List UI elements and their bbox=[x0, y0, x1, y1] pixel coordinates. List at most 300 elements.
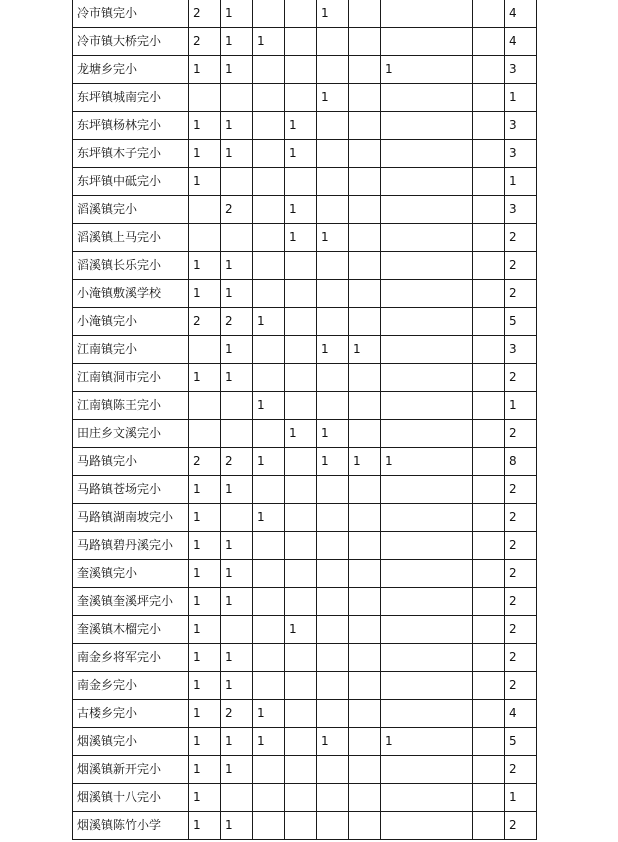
count-cell bbox=[221, 616, 253, 644]
total-cell: 1 bbox=[505, 168, 537, 196]
table-row bbox=[73, 812, 537, 840]
count-cell: 1 bbox=[317, 84, 349, 112]
total-cell: 2 bbox=[505, 672, 537, 700]
count-cell: 1 bbox=[189, 280, 221, 308]
count-cell: 2 bbox=[221, 308, 253, 336]
count-cell bbox=[473, 0, 505, 28]
count-cell bbox=[285, 280, 317, 308]
school-name-cell: 东坪镇城南完小 bbox=[73, 84, 189, 112]
count-cell: 2 bbox=[221, 196, 253, 224]
count-cell bbox=[317, 504, 349, 532]
count-cell: 1 bbox=[189, 560, 221, 588]
count-cell bbox=[285, 784, 317, 812]
count-cell bbox=[349, 588, 381, 616]
table-row bbox=[73, 56, 537, 84]
count-cell bbox=[253, 812, 285, 840]
count-cell bbox=[253, 84, 285, 112]
count-cell: 1 bbox=[189, 616, 221, 644]
count-cell: 1 bbox=[189, 56, 221, 84]
count-cell: 2 bbox=[189, 308, 221, 336]
count-cell bbox=[381, 588, 473, 616]
count-cell: 1 bbox=[253, 308, 285, 336]
school-name-cell: 奎溪镇奎溪坪完小 bbox=[73, 588, 189, 616]
table-row bbox=[73, 616, 537, 644]
count-cell bbox=[317, 140, 349, 168]
count-cell bbox=[317, 644, 349, 672]
total-cell: 2 bbox=[505, 756, 537, 784]
table-row bbox=[73, 224, 537, 252]
table-row bbox=[73, 336, 537, 364]
count-cell bbox=[285, 588, 317, 616]
count-cell: 1 bbox=[189, 784, 221, 812]
count-cell bbox=[253, 336, 285, 364]
count-cell bbox=[253, 672, 285, 700]
count-cell bbox=[349, 644, 381, 672]
count-cell: 1 bbox=[221, 476, 253, 504]
total-cell: 2 bbox=[505, 504, 537, 532]
count-cell bbox=[253, 532, 285, 560]
count-cell: 1 bbox=[317, 420, 349, 448]
count-cell: 1 bbox=[221, 28, 253, 56]
count-cell bbox=[381, 196, 473, 224]
count-cell: 1 bbox=[253, 28, 285, 56]
count-cell bbox=[381, 168, 473, 196]
count-cell bbox=[381, 28, 473, 56]
count-cell bbox=[221, 84, 253, 112]
count-cell bbox=[285, 728, 317, 756]
total-cell: 2 bbox=[505, 420, 537, 448]
count-cell: 1 bbox=[221, 56, 253, 84]
count-cell bbox=[349, 756, 381, 784]
count-cell bbox=[285, 756, 317, 784]
count-cell: 1 bbox=[253, 392, 285, 420]
count-cell: 1 bbox=[317, 0, 349, 28]
count-cell bbox=[317, 280, 349, 308]
count-cell bbox=[349, 56, 381, 84]
total-cell: 3 bbox=[505, 56, 537, 84]
count-cell bbox=[253, 280, 285, 308]
school-name-cell: 小淹镇敷溪学校 bbox=[73, 280, 189, 308]
count-cell bbox=[189, 84, 221, 112]
school-name-cell: 马路镇湖南坡完小 bbox=[73, 504, 189, 532]
total-cell: 2 bbox=[505, 532, 537, 560]
count-cell bbox=[349, 252, 381, 280]
school-name-cell: 奎溪镇木榴完小 bbox=[73, 616, 189, 644]
count-cell: 1 bbox=[189, 588, 221, 616]
count-cell: 1 bbox=[189, 364, 221, 392]
count-cell: 1 bbox=[221, 672, 253, 700]
count-cell bbox=[285, 364, 317, 392]
count-cell bbox=[253, 476, 285, 504]
total-cell: 3 bbox=[505, 336, 537, 364]
count-cell bbox=[381, 84, 473, 112]
count-cell: 1 bbox=[189, 728, 221, 756]
count-cell bbox=[285, 252, 317, 280]
count-cell: 2 bbox=[189, 0, 221, 28]
count-cell bbox=[381, 756, 473, 784]
table-row bbox=[73, 700, 537, 728]
count-cell bbox=[473, 308, 505, 336]
count-cell bbox=[381, 112, 473, 140]
count-cell: 1 bbox=[221, 532, 253, 560]
total-cell: 2 bbox=[505, 364, 537, 392]
count-cell bbox=[381, 392, 473, 420]
count-cell bbox=[253, 168, 285, 196]
count-cell: 1 bbox=[381, 448, 473, 476]
school-name-cell: 古楼乡完小 bbox=[73, 700, 189, 728]
count-cell bbox=[189, 392, 221, 420]
count-cell: 1 bbox=[221, 280, 253, 308]
count-cell: 2 bbox=[189, 28, 221, 56]
count-cell bbox=[349, 812, 381, 840]
count-cell: 1 bbox=[189, 756, 221, 784]
count-cell bbox=[253, 0, 285, 28]
school-name-cell: 马路镇完小 bbox=[73, 448, 189, 476]
count-cell bbox=[473, 392, 505, 420]
count-cell bbox=[473, 140, 505, 168]
count-cell bbox=[349, 28, 381, 56]
count-cell: 1 bbox=[189, 252, 221, 280]
count-cell bbox=[253, 364, 285, 392]
table-row bbox=[73, 784, 537, 812]
count-cell: 1 bbox=[189, 112, 221, 140]
table-row bbox=[73, 588, 537, 616]
document-page bbox=[72, 0, 537, 840]
count-cell bbox=[381, 812, 473, 840]
count-cell bbox=[285, 392, 317, 420]
school-name-cell: 冷市镇完小 bbox=[73, 0, 189, 28]
count-cell bbox=[221, 420, 253, 448]
table-row bbox=[73, 196, 537, 224]
count-cell bbox=[349, 784, 381, 812]
count-cell bbox=[349, 224, 381, 252]
total-cell: 2 bbox=[505, 616, 537, 644]
count-cell bbox=[381, 560, 473, 588]
count-cell bbox=[381, 616, 473, 644]
count-cell bbox=[381, 364, 473, 392]
table-row bbox=[73, 476, 537, 504]
count-cell bbox=[349, 0, 381, 28]
count-cell bbox=[317, 616, 349, 644]
count-cell bbox=[317, 588, 349, 616]
school-name-cell: 江南镇洞市完小 bbox=[73, 364, 189, 392]
count-cell bbox=[253, 196, 285, 224]
count-cell: 1 bbox=[349, 448, 381, 476]
school-name-cell: 烟溪镇十八完小 bbox=[73, 784, 189, 812]
count-cell bbox=[349, 168, 381, 196]
total-cell: 3 bbox=[505, 140, 537, 168]
count-cell: 1 bbox=[253, 700, 285, 728]
count-cell bbox=[189, 336, 221, 364]
total-cell: 2 bbox=[505, 644, 537, 672]
total-cell: 8 bbox=[505, 448, 537, 476]
count-cell bbox=[473, 364, 505, 392]
total-cell: 3 bbox=[505, 112, 537, 140]
table-row bbox=[73, 364, 537, 392]
count-cell bbox=[473, 224, 505, 252]
count-cell: 1 bbox=[221, 364, 253, 392]
table-row bbox=[73, 280, 537, 308]
count-cell: 1 bbox=[317, 728, 349, 756]
count-cell bbox=[317, 56, 349, 84]
count-cell bbox=[473, 784, 505, 812]
table-row bbox=[73, 308, 537, 336]
count-cell: 1 bbox=[285, 420, 317, 448]
count-cell bbox=[285, 56, 317, 84]
count-cell bbox=[473, 28, 505, 56]
count-cell bbox=[221, 392, 253, 420]
count-cell bbox=[473, 672, 505, 700]
count-cell bbox=[349, 140, 381, 168]
count-cell bbox=[317, 672, 349, 700]
count-cell bbox=[473, 252, 505, 280]
count-cell: 1 bbox=[189, 644, 221, 672]
count-cell bbox=[349, 672, 381, 700]
count-cell bbox=[349, 112, 381, 140]
count-cell bbox=[221, 168, 253, 196]
count-cell bbox=[473, 280, 505, 308]
school-name-cell: 马路镇苍场完小 bbox=[73, 476, 189, 504]
total-cell: 2 bbox=[505, 476, 537, 504]
count-cell bbox=[381, 672, 473, 700]
count-cell bbox=[285, 84, 317, 112]
total-cell: 2 bbox=[505, 280, 537, 308]
count-cell bbox=[349, 560, 381, 588]
count-cell bbox=[253, 56, 285, 84]
total-cell: 2 bbox=[505, 224, 537, 252]
table-row bbox=[73, 112, 537, 140]
count-cell bbox=[253, 224, 285, 252]
count-cell bbox=[189, 224, 221, 252]
count-cell: 1 bbox=[253, 448, 285, 476]
total-cell: 2 bbox=[505, 588, 537, 616]
count-cell bbox=[253, 252, 285, 280]
school-name-cell: 东坪镇木子完小 bbox=[73, 140, 189, 168]
count-cell bbox=[285, 0, 317, 28]
count-cell bbox=[473, 420, 505, 448]
count-cell: 2 bbox=[189, 448, 221, 476]
count-cell bbox=[285, 504, 317, 532]
count-cell bbox=[473, 560, 505, 588]
count-cell: 1 bbox=[381, 728, 473, 756]
count-cell bbox=[349, 392, 381, 420]
count-cell bbox=[381, 308, 473, 336]
school-name-cell: 滔溪镇上马完小 bbox=[73, 224, 189, 252]
school-name-cell: 小淹镇完小 bbox=[73, 308, 189, 336]
count-cell bbox=[473, 616, 505, 644]
table-row bbox=[73, 756, 537, 784]
table-row bbox=[73, 504, 537, 532]
school-name-cell: 江南镇陈王完小 bbox=[73, 392, 189, 420]
school-name-cell: 滔溪镇完小 bbox=[73, 196, 189, 224]
school-name-cell: 烟溪镇陈竹小学 bbox=[73, 812, 189, 840]
count-cell bbox=[317, 784, 349, 812]
table-row bbox=[73, 728, 537, 756]
count-cell bbox=[349, 84, 381, 112]
school-name-cell: 马路镇碧丹溪完小 bbox=[73, 532, 189, 560]
count-cell bbox=[473, 756, 505, 784]
count-cell bbox=[381, 532, 473, 560]
count-cell: 1 bbox=[221, 252, 253, 280]
count-cell bbox=[285, 448, 317, 476]
count-cell bbox=[317, 168, 349, 196]
count-cell bbox=[349, 728, 381, 756]
count-cell bbox=[349, 476, 381, 504]
total-cell: 1 bbox=[505, 392, 537, 420]
count-cell bbox=[317, 112, 349, 140]
count-cell: 1 bbox=[285, 224, 317, 252]
table-row bbox=[73, 28, 537, 56]
total-cell: 4 bbox=[505, 700, 537, 728]
count-cell bbox=[317, 252, 349, 280]
count-cell: 1 bbox=[221, 112, 253, 140]
school-name-cell: 江南镇完小 bbox=[73, 336, 189, 364]
school-name-cell: 烟溪镇完小 bbox=[73, 728, 189, 756]
count-cell bbox=[381, 644, 473, 672]
count-cell: 1 bbox=[221, 756, 253, 784]
count-cell bbox=[473, 196, 505, 224]
count-cell: 2 bbox=[221, 448, 253, 476]
count-cell: 1 bbox=[221, 336, 253, 364]
count-cell bbox=[473, 532, 505, 560]
count-cell bbox=[381, 784, 473, 812]
count-cell: 1 bbox=[189, 532, 221, 560]
count-cell bbox=[253, 112, 285, 140]
table-row bbox=[73, 84, 537, 112]
count-cell: 1 bbox=[285, 140, 317, 168]
total-cell: 1 bbox=[505, 84, 537, 112]
count-cell: 1 bbox=[317, 448, 349, 476]
count-cell bbox=[317, 812, 349, 840]
count-cell bbox=[285, 672, 317, 700]
table-row bbox=[73, 532, 537, 560]
count-cell bbox=[285, 476, 317, 504]
count-cell bbox=[349, 700, 381, 728]
count-cell: 1 bbox=[285, 112, 317, 140]
count-cell bbox=[317, 560, 349, 588]
table-row bbox=[73, 392, 537, 420]
count-cell: 1 bbox=[189, 140, 221, 168]
count-cell bbox=[473, 112, 505, 140]
count-cell: 1 bbox=[253, 504, 285, 532]
table-row bbox=[73, 644, 537, 672]
count-cell bbox=[349, 616, 381, 644]
school-name-cell: 烟溪镇新开完小 bbox=[73, 756, 189, 784]
count-cell: 1 bbox=[189, 700, 221, 728]
count-cell: 1 bbox=[189, 504, 221, 532]
school-name-cell: 田庄乡文溪完小 bbox=[73, 420, 189, 448]
count-cell bbox=[349, 280, 381, 308]
total-cell: 1 bbox=[505, 784, 537, 812]
count-cell bbox=[285, 336, 317, 364]
count-cell bbox=[317, 532, 349, 560]
count-cell bbox=[285, 812, 317, 840]
count-cell: 1 bbox=[221, 140, 253, 168]
school-name-cell: 滔溪镇长乐完小 bbox=[73, 252, 189, 280]
count-cell: 1 bbox=[349, 336, 381, 364]
school-name-cell: 东坪镇中砥完小 bbox=[73, 168, 189, 196]
count-cell bbox=[381, 280, 473, 308]
count-cell bbox=[221, 784, 253, 812]
table-row bbox=[73, 448, 537, 476]
count-cell bbox=[317, 392, 349, 420]
count-cell bbox=[473, 476, 505, 504]
total-cell: 4 bbox=[505, 0, 537, 28]
count-cell: 1 bbox=[317, 336, 349, 364]
count-cell bbox=[317, 28, 349, 56]
count-cell bbox=[317, 700, 349, 728]
count-cell bbox=[473, 588, 505, 616]
table-body bbox=[73, 0, 537, 840]
count-cell: 1 bbox=[221, 644, 253, 672]
count-cell bbox=[253, 644, 285, 672]
count-cell bbox=[253, 756, 285, 784]
count-cell: 2 bbox=[221, 700, 253, 728]
count-cell bbox=[221, 224, 253, 252]
count-cell bbox=[285, 644, 317, 672]
count-cell bbox=[473, 448, 505, 476]
table-row bbox=[73, 0, 537, 28]
count-cell bbox=[285, 168, 317, 196]
school-name-cell: 东坪镇杨林完小 bbox=[73, 112, 189, 140]
allocation-table bbox=[72, 0, 537, 840]
count-cell bbox=[473, 700, 505, 728]
count-cell: 1 bbox=[189, 672, 221, 700]
count-cell: 1 bbox=[285, 616, 317, 644]
count-cell bbox=[381, 700, 473, 728]
table-row bbox=[73, 168, 537, 196]
count-cell bbox=[253, 140, 285, 168]
total-cell: 4 bbox=[505, 28, 537, 56]
count-cell bbox=[473, 504, 505, 532]
total-cell: 3 bbox=[505, 196, 537, 224]
count-cell: 1 bbox=[189, 476, 221, 504]
count-cell bbox=[349, 532, 381, 560]
count-cell: 1 bbox=[221, 728, 253, 756]
count-cell: 1 bbox=[189, 168, 221, 196]
count-cell bbox=[349, 196, 381, 224]
total-cell: 5 bbox=[505, 308, 537, 336]
count-cell bbox=[473, 812, 505, 840]
count-cell bbox=[381, 224, 473, 252]
count-cell bbox=[317, 476, 349, 504]
school-name-cell: 南金乡完小 bbox=[73, 672, 189, 700]
count-cell bbox=[253, 420, 285, 448]
count-cell bbox=[381, 0, 473, 28]
count-cell bbox=[349, 308, 381, 336]
count-cell bbox=[253, 616, 285, 644]
count-cell bbox=[381, 504, 473, 532]
count-cell bbox=[253, 560, 285, 588]
count-cell bbox=[285, 560, 317, 588]
count-cell bbox=[349, 364, 381, 392]
count-cell bbox=[473, 644, 505, 672]
total-cell: 2 bbox=[505, 560, 537, 588]
count-cell bbox=[253, 784, 285, 812]
school-name-cell: 冷市镇大桥完小 bbox=[73, 28, 189, 56]
count-cell bbox=[317, 196, 349, 224]
table-row bbox=[73, 252, 537, 280]
count-cell bbox=[285, 28, 317, 56]
count-cell: 1 bbox=[381, 56, 473, 84]
count-cell: 1 bbox=[189, 812, 221, 840]
count-cell bbox=[317, 364, 349, 392]
count-cell bbox=[381, 140, 473, 168]
count-cell: 1 bbox=[317, 224, 349, 252]
count-cell bbox=[253, 588, 285, 616]
count-cell bbox=[349, 420, 381, 448]
count-cell bbox=[473, 728, 505, 756]
